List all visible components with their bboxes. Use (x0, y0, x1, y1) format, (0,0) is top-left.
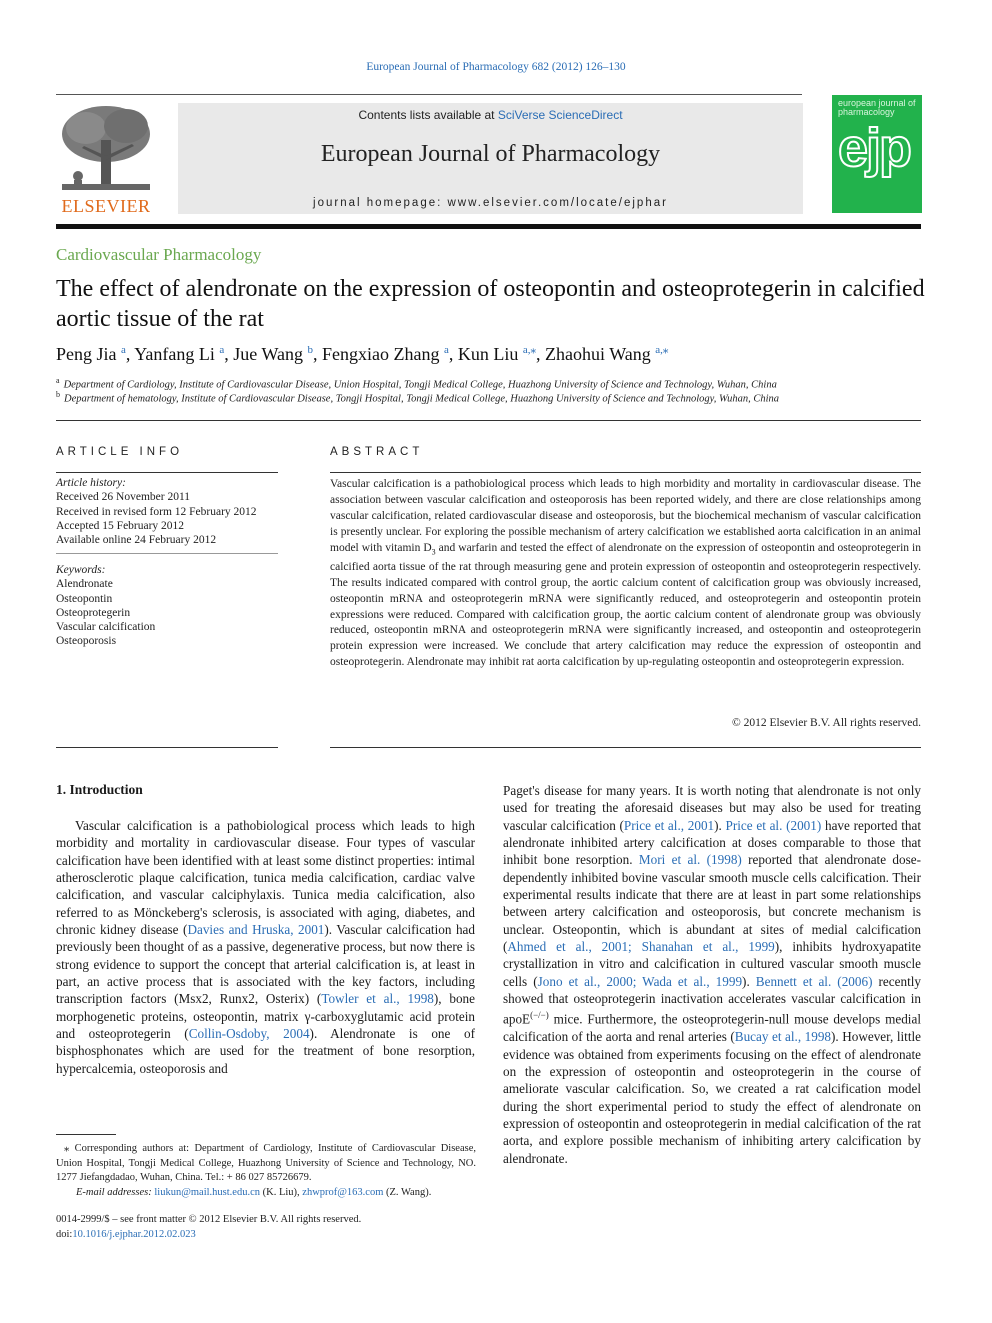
front-matter (56, 1213, 476, 1242)
masthead-divider (56, 224, 921, 229)
history-revised: Received in revised form 12 February 2012 (56, 505, 257, 518)
journal-title: European Journal of Pharmacology (320, 141, 661, 167)
contents-prefix: Contents lists available at (358, 108, 498, 122)
citation-link[interactable]: Mori et al. (1998) (638, 852, 742, 868)
article-title: The effect of alendronate on the expression of osteopontin and osteoprotegerin in calcified aortic tissue of the rat (56, 276, 925, 332)
affiliation-divider (56, 420, 921, 421)
contents-line (178, 108, 803, 122)
sciencedirect-link[interactable]: SciVerse ScienceDirect (497, 108, 623, 122)
email-link[interactable]: liukun@mail.hust.edu.cn (154, 1186, 260, 1198)
citation-link[interactable]: Jono et al., 2000; Wada et al., 1999 (537, 973, 743, 989)
author[interactable]: Fengxiao Zhang $^a$ (322, 344, 449, 364)
issn-line: 0014-2999/$ – see front matter © 2012 Elsevier B.V. All rights reserved. (56, 1214, 362, 1225)
citation-link[interactable]: Price et al., 2001 (623, 817, 715, 833)
intro-left-column (56, 817, 475, 1077)
keywords (56, 563, 278, 649)
citation-link[interactable]: Ahmed et al., 2001; Shanahan et al., 1999 (507, 939, 775, 955)
keywords-label: Keywords: (56, 564, 106, 576)
author[interactable]: Peng Jia $^a$ (56, 344, 126, 364)
abstract-heading: ABSTRACT (330, 446, 424, 458)
running-head[interactable]: European Journal of Pharmacology 682 (2012) 126–130 (366, 61, 626, 73)
article-info-rule (56, 472, 278, 473)
publisher-name: ELSEVIER (61, 196, 151, 216)
citation-link[interactable]: Towler et al., 1998 (321, 991, 434, 1007)
abstract-copyright: © 2012 Elsevier B.V. All rights reserved. (732, 717, 921, 729)
article-history (56, 476, 278, 547)
citation-link[interactable]: Davies and Hruska, 2001 (187, 922, 325, 938)
intro-right-column (503, 782, 921, 1167)
corresponding-address: ⁎ Corresponding authors at: Department of Cardiology, Institute of Cardiovascular Disease, Union Hospital, Tongji Medical College, Huazhong University of Science and Technology, NO. 1277 Jiefangdadao, Wuhan, China. Tel.: + 86 027 85726679. (56, 1143, 476, 1183)
citation-link[interactable]: Bennett et al. (2006) (755, 973, 873, 989)
doi-link[interactable]: 10.1016/j.ejphar.2012.02.023 (72, 1228, 196, 1240)
email-line: E-mail addresses: liukun@mail.hust.edu.cn (K. Liu), zhwprof@163.com (Z. Wang). (76, 1186, 432, 1198)
article-info-bottom-rule (56, 747, 278, 748)
history-accepted: Accepted 15 February 2012 (56, 519, 185, 532)
intro-paragraph-continued: Paget's disease for many years. It is worth noting that alendronate is not only used for treating the aforesaid diseases but may also be used for treating vascular calcification (Price et al., 2001). Price et al. (2001) have reported that alendronate inhibited artery calcification at doses comparable to those that inhibit bone resorption. Mori et al. (1998) reported that alendronate dose-dependently inhibited bovine vascular smooth muscle cells calcification. Their experimental results indicate that there are at least in part some relationships between artery calcification and osteoporosis, but concrete mechanism is unclear. Osteopontin, which is abundant at sites of medial calcification (Ahmed et al., 2001; Shanahan et al., 1999), inhibits hydroxyapatite crystallization in vitro and calcification in cultured vascular smooth muscle cells (Jono et al., 2000; Wada et al., 1999). Bennett et al. (2006) recently showed that osteoprotegerin inactivation accelerates vascular calcification in apoE(−/−) mice. Furthermore, the osteoprotegerin-null mouse develops medial calcification of the aorta and renal arteries (Bucay et al., 1998). However, little evidence was obtained from experiments focusing on the effect of alendronate on the expression of osteopontin and osteoprotegerin in the course of ameliorate vascular calcification. So, we created a rat calcification model during the short experimental period to study the effect of alendronate on expression of osteopontin and osteoprotegerin in medial calcification of the rat aorta, and explore possible mechanism of inhibiting artery calcification by alendronate. (503, 783, 922, 1166)
author[interactable]: Yanfang Li $^a$ (134, 344, 225, 364)
cover-title: european journal of pharmacology (838, 98, 916, 117)
keywords-rule (56, 553, 278, 554)
email-link[interactable]: zhwprof@163.com (302, 1186, 384, 1198)
masthead-banner (178, 103, 803, 214)
keyword: Osteopontin (56, 592, 113, 605)
affiliation-a: $^a$ Department of Cardiology, Institute of Cardiovascular Disease, Union Hospital, Tongji Medical College, Huazhong University of Science and Technology, Wuhan, China (56, 376, 777, 391)
article-section: Cardiovascular Pharmacology (56, 245, 262, 264)
abstract-bottom-rule (330, 747, 921, 748)
keyword: Vascular calcification (56, 621, 156, 634)
journal-cover[interactable] (832, 95, 922, 213)
affiliation-b: $^b$ Department of hematology, Institute of Cardiovascular Disease, Tongji Hospital, Tongji Medical College, Huazhong University of Science and Technology, Wuhan, China (56, 390, 780, 405)
author[interactable]: Kun Liu $^{a,⁎}$ (457, 344, 537, 364)
elsevier-tree-icon (52, 100, 160, 196)
corresponding-author-footnote (56, 1142, 476, 1200)
citation-link[interactable]: Price et al. (2001) (725, 817, 822, 833)
abstract-rule (330, 472, 921, 473)
history-received: Received 26 November 2011 (56, 491, 191, 504)
journal-homepage[interactable]: journal homepage: www.elsevier.com/locate/ejphar (313, 197, 668, 209)
doi-line: doi:10.1016/j.ejphar.2012.02.023 (56, 1228, 196, 1240)
author[interactable]: Zhaohui Wang $^{a,⁎}$ (545, 344, 669, 364)
intro-heading: 1. Introduction (56, 782, 143, 797)
article-info-heading: ARTICLE INFO (56, 446, 184, 458)
keyword: Osteoprotegerin (56, 606, 131, 619)
citation-link[interactable]: Collin-Osdoby, 2004 (188, 1026, 310, 1042)
elsevier-logo[interactable] (52, 100, 160, 218)
keyword: Osteoporosis (56, 635, 117, 648)
footnote-rule (56, 1134, 116, 1135)
keyword: Alendronate (56, 578, 113, 591)
author-list: Peng Jia $^a$, Yanfang Li $^a$, Jue Wang $^b$, Fengxiao Zhang $^a$, Kun Liu $^{a,⁎}$, Zhaohui Wang $^{a,⁎}$ (56, 344, 669, 364)
masthead-top-rule (56, 94, 802, 95)
intro-paragraph: Vascular calcification is a pathobiological process which leads to high morbidity and mortality in cardiovascular disease. Four types of vascular calcification have been identified with at least some distinct properties: intimal atherosclerotic plaque calcification, tunica media calcification, cardiac valve calcification, and vascular calciphylaxis. Tunica media calcification, also referred to as Mönckeberg's sclerosis, is associated with aging, diabetes, and chronic kidney disease (Davies and Hruska, 2001). Vascular calcification had previously been thought of as a passive, degenerative process, but now there is strong evidence to support the concept that arterial calcification is, at least in part, an active process that is associated with the key factors, including transcription factors (Msx2, Runx2, Osterix) (Towler et al., 1998), bone morphogenetic proteins, osteopontin, matrix γ-carboxyglutamic acid protein and osteoprotegerin (Collin-Osdoby, 2004). Alendronate is one of bisphosphonates which are used for the treatment of bone resorption, hypercalcemia, osteoporosis and (56, 818, 476, 1076)
cover-letters: ejp (838, 118, 911, 178)
citation-link[interactable]: Bucay et al., 1998 (734, 1029, 832, 1045)
history-label: Article history: (56, 477, 126, 489)
history-online: Available online 24 February 2012 (56, 534, 217, 547)
abstract-text: Vascular calcification is a pathobiological process which leads to high morbidity and mortality in cardiovascular disease. The association between vascular calcification and osteoporosis has been reported widely, and there are close relationships among vascular calcification, related cardiovascular disease and osteoporosis, but the biochemical mechanism of vascular calcification is presently unclear. For exploring the possible mechanism of artery calcification we established aorta calcification in an animal model with vitamin $D_3$ and warfarin and tested the effect of alendronate on the expression of osteopontin and osteoprotegerin in calcified aorta tissue of the rat through measuring gene and protein expression of osteopontin and osteoprotegerin respectively. The results indicated compared with control group, the aortic calcium content of calcification group was obviously increased, osteopontin mRNA and osteoprotegerin mRNA were significantly reduced, and osteoprotegerin and osteopontin protein expressions were reduced. Compared with calcification group, the aortic calcium content of alendronate group was obviously reduced, osteopontin mRNA and osteoprotegerin mRNA were significantly increased, and osteopontin and osteoprotegerin protein expression were increased. We conclude that artery calcification may reduce the expression of osteopontin and osteoprotegerin. Alendronate may inhibit rat aorta calcification by up-regulating osteopontin and osteoprotegerin expression. (330, 478, 921, 669)
author[interactable]: Jue Wang $^b$ (233, 344, 314, 364)
